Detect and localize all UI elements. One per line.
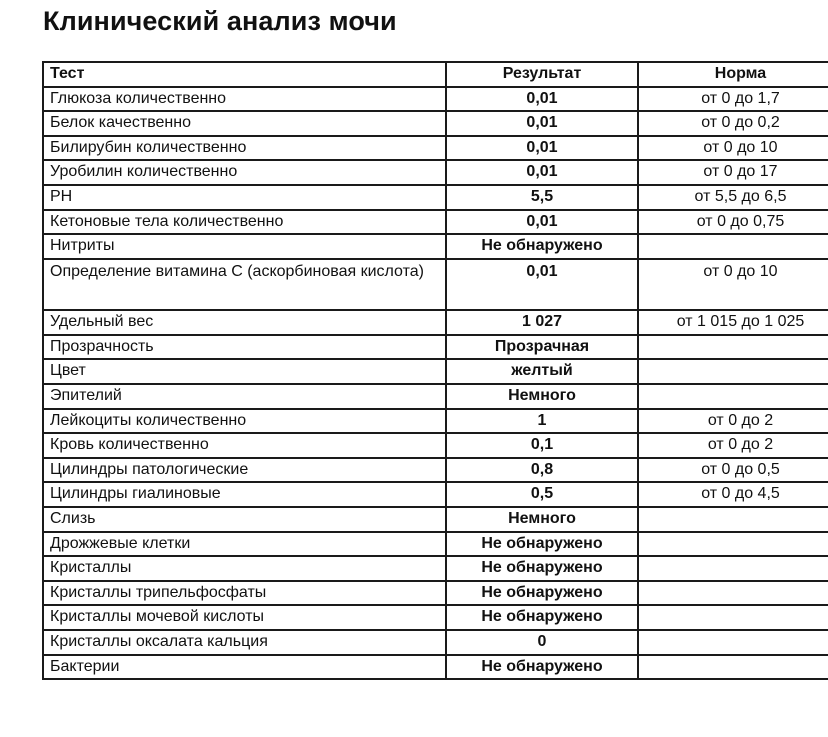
table-row [43,259,828,311]
test-name: Уробилин количественно [43,160,446,185]
test-result: Не обнаружено [446,234,638,259]
test-result: 0,8 [446,458,638,483]
test-name: Нитриты [43,234,446,259]
table-row [43,409,828,434]
test-norm: от 0 до 0,5 [638,458,828,483]
column-header-norm: Норма [638,62,828,87]
test-result: 0,01 [446,136,638,161]
test-norm: от 0 до 10 [638,136,828,161]
test-name: Определение витамина С (аскорбиновая кислота) [43,259,446,311]
test-name: Глюкоза количественно [43,87,446,112]
test-name: Цвет [43,359,446,384]
table-row [43,655,828,680]
table-row [43,532,828,557]
test-name: Кристаллы оксалата кальция [43,630,446,655]
test-norm [638,335,828,360]
table-row [43,605,828,630]
test-norm [638,507,828,532]
table-row [43,433,828,458]
test-result: 0,5 [446,482,638,507]
test-norm: от 0 до 2 [638,409,828,434]
table-row [43,384,828,409]
test-name: Лейкоциты количественно [43,409,446,434]
test-norm [638,655,828,680]
column-header-result: Результат [446,62,638,87]
table-row [43,458,828,483]
test-result: 0,01 [446,87,638,112]
test-norm: от 0 до 4,5 [638,482,828,507]
urinalysis-results-table [42,61,828,680]
test-result: Прозрачная [446,335,638,360]
test-name: Цилиндры патологические [43,458,446,483]
test-name: Слизь [43,507,446,532]
column-header-test: Тест [43,62,446,87]
test-name: Билирубин количественно [43,136,446,161]
test-norm: от 0 до 10 [638,259,828,311]
test-norm [638,556,828,581]
test-name: Кровь количественно [43,433,446,458]
test-name: Кристаллы трипельфосфаты [43,581,446,606]
test-name: Дрожжевые клетки [43,532,446,557]
test-norm: от 0 до 0,75 [638,210,828,235]
test-result: 1 [446,409,638,434]
test-norm: от 0 до 0,2 [638,111,828,136]
table-row [43,87,828,112]
test-result: Не обнаружено [446,655,638,680]
table-row [43,581,828,606]
test-name: Бактерии [43,655,446,680]
test-result: 5,5 [446,185,638,210]
test-result: Не обнаружено [446,605,638,630]
test-name: Прозрачность [43,335,446,360]
test-norm [638,532,828,557]
test-name: Цилиндры гиалиновые [43,482,446,507]
table-row [43,136,828,161]
test-name: Удельный вес [43,310,446,335]
table-row [43,310,828,335]
table-row [43,335,828,360]
table-row [43,507,828,532]
table-row [43,185,828,210]
test-norm [638,581,828,606]
test-name: PH [43,185,446,210]
table-row [43,556,828,581]
test-result: 0,01 [446,160,638,185]
table-row [43,359,828,384]
test-name: Кристаллы [43,556,446,581]
test-norm: от 5,5 до 6,5 [638,185,828,210]
test-result: Немного [446,384,638,409]
test-result: желтый [446,359,638,384]
table-row [43,482,828,507]
test-result: Немного [446,507,638,532]
test-norm: от 1 015 до 1 025 [638,310,828,335]
test-name: Белок качественно [43,111,446,136]
test-norm: от 0 до 1,7 [638,87,828,112]
test-norm [638,605,828,630]
test-result: Не обнаружено [446,532,638,557]
test-result: Не обнаружено [446,581,638,606]
test-norm [638,630,828,655]
test-name: Эпителий [43,384,446,409]
table-row [43,234,828,259]
test-norm: от 0 до 17 [638,160,828,185]
test-result: 0,01 [446,210,638,235]
table-row [43,630,828,655]
test-result: 0,01 [446,259,638,311]
table-row [43,111,828,136]
table-row [43,160,828,185]
test-norm [638,234,828,259]
test-name: Кристаллы мочевой кислоты [43,605,446,630]
table-header-row [43,62,828,87]
test-result: Не обнаружено [446,556,638,581]
test-result: 0,1 [446,433,638,458]
test-norm [638,359,828,384]
test-result: 1 027 [446,310,638,335]
table-row [43,210,828,235]
test-norm [638,384,828,409]
test-name: Кетоновые тела количественно [43,210,446,235]
test-result: 0 [446,630,638,655]
test-result: 0,01 [446,111,638,136]
page-title: Клинический анализ мочи [43,6,397,36]
test-norm: от 0 до 2 [638,433,828,458]
